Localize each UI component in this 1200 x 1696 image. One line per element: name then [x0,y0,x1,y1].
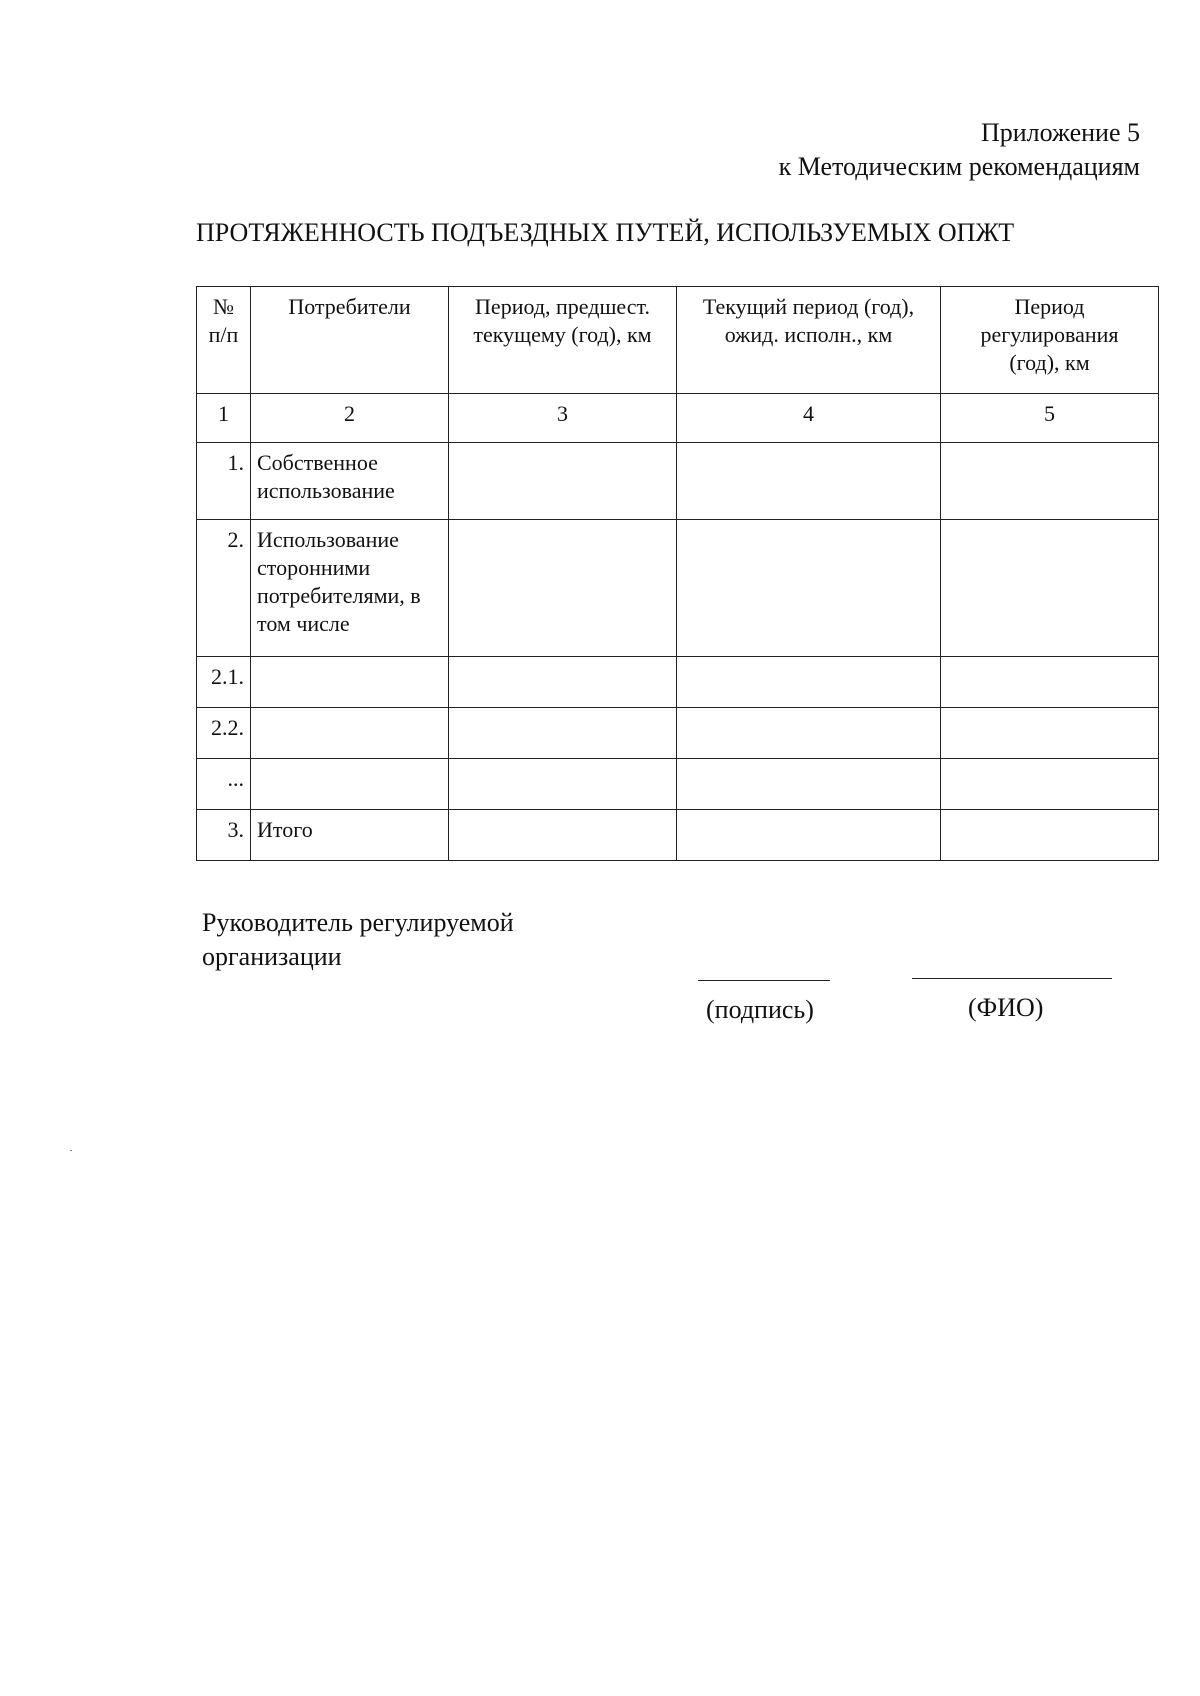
value-cell [449,443,677,520]
row-number: 2. [197,520,251,657]
data-table [196,286,1159,861]
value-cell [941,759,1159,810]
consumer-name [251,657,449,708]
column-number: 5 [941,394,1159,443]
column-header: Потребители [251,287,449,394]
value-cell [941,443,1159,520]
table-row [197,443,1159,520]
row-number: 1. [197,443,251,520]
table-header-row [197,287,1159,394]
column-header: Текущий период (год), ожид. исполн., км [677,287,941,394]
value-cell [449,520,677,657]
column-header: Период, предшест. текущему (год), км [449,287,677,394]
column-number: 4 [677,394,941,443]
value-cell [941,810,1159,861]
document-title: ПРОТЯЖЕННОСТЬ ПОДЪЕЗДНЫХ ПУТЕЙ, ИСПОЛЬЗУЕМЫХ ОПЖТ [196,218,1015,247]
value-cell [677,520,941,657]
value-cell [677,708,941,759]
signatory-role-line2: организации [202,942,342,971]
value-cell [449,657,677,708]
appendix-subtitle: к Методическим рекомендациям [778,152,1140,181]
signatory-role-line1: Руководитель регулируемой [202,908,514,937]
row-number: 2.2. [197,708,251,759]
consumer-name: Собственное использование [251,443,449,520]
table-row [197,520,1159,657]
row-number: 3. [197,810,251,861]
column-number-row [197,394,1159,443]
consumer-name: Использование сторонними потребителями, в том числе [251,520,449,657]
value-cell [941,708,1159,759]
row-number: ... [197,759,251,810]
value-cell [677,759,941,810]
signatory-role [202,906,514,974]
column-number: 3 [449,394,677,443]
table-row [197,708,1159,759]
appendix-number: Приложение 5 [980,118,1140,147]
value-cell [677,810,941,861]
signature-line [698,980,830,981]
consumer-name [251,759,449,810]
column-number: 2 [251,394,449,443]
fio-caption: (ФИО) [968,993,1044,1022]
value-cell [941,657,1159,708]
scan-speck [70,1150,72,1151]
signature-caption: (подпись) [706,995,814,1024]
table-row [197,810,1159,861]
fio-line [912,978,1112,979]
value-cell [677,443,941,520]
value-cell [449,759,677,810]
value-cell [677,657,941,708]
value-cell [449,708,677,759]
column-header: Период регулирования (год), км [941,287,1159,394]
consumer-name [251,708,449,759]
column-header: № п/п [197,287,251,394]
appendix-reference [779,116,1140,184]
value-cell [941,520,1159,657]
table-row [197,759,1159,810]
row-number: 2.1. [197,657,251,708]
consumer-name: Итого [251,810,449,861]
table-row [197,657,1159,708]
value-cell [449,810,677,861]
column-number: 1 [197,394,251,443]
